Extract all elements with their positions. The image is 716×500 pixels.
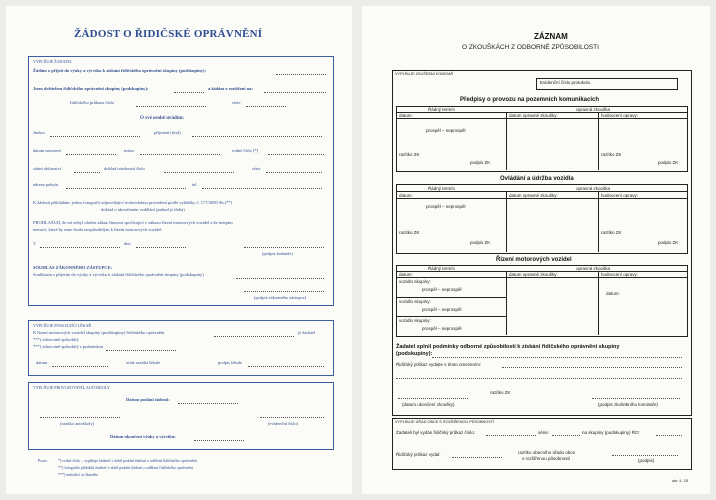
date-label: datum:: [399, 113, 413, 118]
regular-term-label: Řádný termín: [428, 107, 456, 112]
request-field[interactable]: [276, 74, 326, 75]
vehicle-group-label: vozidlo skupiny:: [399, 299, 431, 304]
issued-series-field[interactable]: [552, 435, 580, 436]
page-title: ŽÁDOST O ŘIDIČSKÉ OPRÁVNĚNÍ: [74, 28, 263, 40]
stamp-label: razítko ZK: [601, 152, 622, 157]
vehicle-group-label: vozidlo skupiny:: [399, 279, 431, 284]
retake-eval-label: hodnocení opravy:: [601, 272, 639, 277]
application-page: [6, 6, 352, 494]
issued-licence-label: Žadateli byl vydán řidičský průkaz číslo:: [396, 430, 476, 435]
signature-label: podpis ZK: [658, 160, 679, 165]
doctor-date-field[interactable]: [52, 366, 108, 367]
tel-label: tel.: [192, 182, 198, 187]
school-stamp-field[interactable]: [40, 417, 120, 418]
declaration-line-2: nemocí, která by mne činila nezpůsobilým k řízení motorových vozidel.: [33, 227, 163, 232]
holder-line-extend: a žádám o rozšíření na:: [208, 86, 253, 91]
doctor-stamp-label: otisk razítka lékaře: [126, 360, 161, 365]
series-field[interactable]: [246, 106, 286, 107]
office-stamp-label: razítko obecního úřadu obce: [518, 450, 576, 455]
birthdate-field[interactable]: [66, 154, 116, 155]
place-label: V: [33, 241, 37, 246]
stamp-label: razítko ZK: [601, 230, 622, 235]
licence-field[interactable]: [136, 106, 206, 107]
applicant-signature-label: (podpis žadatele): [262, 251, 293, 256]
signature-label: podpis ZK: [658, 240, 679, 245]
tel-field[interactable]: [202, 188, 322, 189]
name-field[interactable]: [50, 136, 140, 137]
surname-field[interactable]: [192, 136, 322, 137]
issued-group-field[interactable]: [656, 435, 682, 436]
birthdate-label: datum narození: [33, 148, 61, 153]
guardian-title: SOUHLAS ZÁKONNÉHO ZÁSTUPCE:: [33, 265, 113, 270]
id-series-field[interactable]: [266, 172, 322, 173]
school-section: [28, 382, 334, 450]
retake-eval-label: hodnocení opravy:: [601, 193, 639, 198]
result-option[interactable]: prospěl – neprospěl: [422, 326, 462, 331]
result-option[interactable]: prospěl – neprospěl: [422, 287, 462, 292]
date-label: datum:: [399, 193, 413, 198]
doctor-sign-label: podpis lékaře: [218, 360, 243, 365]
exam-end-date-field[interactable]: [398, 398, 468, 399]
regular-term-label: Řádný termín: [428, 186, 456, 191]
note-3: ***) nehodící se škrtněte: [58, 472, 99, 477]
licence-label: řidičského průkazu číslo: [70, 100, 114, 105]
form-number: okr. č. 15: [672, 478, 689, 483]
fit-with-condition-option: ***) zdravotně způsobilý s podmínkou: [33, 344, 104, 349]
personal-title: O své osobě uvádím:: [140, 116, 185, 121]
record-subtitle: O ZKOUŠKÁCH Z ODBORNÉ ZPŮSOBILOSTI: [462, 44, 599, 51]
result-option[interactable]: prospěl – neprospěl: [426, 204, 466, 209]
birthplace-field[interactable]: [140, 154, 220, 155]
retake-label: opravná zkouška: [576, 107, 611, 112]
office-signature-label: (podpis): [638, 458, 655, 463]
issued-licence-field[interactable]: [486, 435, 536, 436]
doctor-header: VYPLŇUJE POSUZUJÍCÍ LÉKAŘ: [33, 323, 92, 328]
retake-date-label: datum opravné zkoušky:: [509, 193, 558, 198]
fit-option: ***) zdravotně způsobilý: [33, 337, 79, 342]
vehicle-group-label: vozidlo skupiny:: [399, 318, 431, 323]
guardian-group-field[interactable]: [236, 278, 324, 279]
attachment-line-2: doklad o ukončeném vzdělání (pokud je třeba): [101, 207, 185, 212]
office-stamp-label-2: s rozšířenou působností: [522, 456, 571, 461]
office-signature-field[interactable]: [612, 455, 678, 456]
guardian-signature-label: (podpis zákonného zástupce): [254, 295, 307, 300]
final-statement-2: (podskupiny):: [396, 351, 433, 357]
school-stamp-label: (razítko autoškoly): [60, 421, 95, 426]
school-header: VYPLŇUJE PROVOZOVATEL AUTOŠKOLY: [33, 385, 110, 390]
place-field[interactable]: [40, 247, 120, 248]
regular-term-label: Řádný termín: [428, 266, 456, 271]
examiner-header: VYPLŇUJE ZKUŠEBNÍ KOMISAŘ: [395, 72, 454, 76]
reg-number-label: (evidenční číslo): [268, 421, 299, 426]
birthnum-label: rodné číslo (*): [232, 148, 259, 153]
office-header: VYPLŇUJE ÚŘAD OBCE S ROZŠÍŘENOU PŮSOBNOSTÍ: [395, 420, 495, 424]
retake-eval-label: hodnocení opravy:: [601, 113, 639, 118]
commissioner-stamp-label: razítko ZK: [490, 390, 511, 395]
section-traffic-rules-title: Předpisy o provozu na pozemních komunikacích: [460, 97, 600, 103]
guardian-text: Souhlasím s přijetím do výuky a výcviku k získání řidičského oprávnění skupiny (podskupiny): [33, 272, 204, 277]
condition-field[interactable]: [106, 350, 176, 351]
finished-date-field[interactable]: [194, 440, 244, 441]
retake-label: opravná zkouška: [576, 266, 611, 271]
id-series-label: série: [252, 166, 261, 171]
exam-record-page: [362, 6, 710, 494]
finished-date-label: Datum ukončení výuky a výcviku:: [110, 434, 176, 439]
signature-label: podpis ZK: [470, 160, 491, 165]
applicant-signature-field[interactable]: [244, 247, 324, 248]
address-label: adresa pobytu: [33, 182, 59, 187]
record-title: ZÁZNAM: [534, 32, 568, 41]
retake-date-label: datum opravné zkoušky:: [509, 113, 558, 118]
issued-by-field[interactable]: [452, 457, 502, 458]
doctor-line: K řízení motorových vozidel skupiny (podskupiny) řidičského oprávnění: [33, 330, 165, 335]
holder-field[interactable]: [174, 92, 204, 93]
citizenship-label: státní občanství: [33, 166, 62, 171]
surname-label: příjmení (titul): [154, 130, 181, 135]
received-date-label: Datum podání žádosti:: [126, 397, 170, 402]
request-line: Žádám o přijetí do výuky a výcviku k získání řidičského oprávnění skupiny (podskupiny):: [33, 68, 207, 73]
date-label: datum:: [606, 291, 620, 296]
signature-label: podpis ZK: [470, 240, 491, 245]
retake-label: opravná zkouška: [576, 186, 611, 191]
date-label: datum:: [399, 272, 413, 277]
stamp-label: razítko ZK: [399, 230, 420, 235]
commissioner-signature-field[interactable]: [592, 398, 680, 399]
stamp-label: razítko ZK: [399, 152, 420, 157]
citizenship-field[interactable]: [74, 172, 100, 173]
result-option[interactable]: prospěl – neprospěl: [422, 307, 462, 312]
restriction-field-2[interactable]: [396, 378, 682, 379]
date-field[interactable]: [136, 247, 186, 248]
exam-end-date-label: (datum ukončení zkoušky): [402, 402, 455, 407]
commissioner-signature-label: (podpis zkušebního komisaře): [598, 402, 659, 407]
doctor-date-label: datum: [36, 360, 48, 365]
issued-by-label: Řidičský průkaz vydal:: [396, 452, 441, 457]
doctor-group-field[interactable]: [214, 336, 294, 337]
address-field[interactable]: [66, 188, 186, 189]
id-field[interactable]: [164, 172, 234, 173]
final-statement: Žadatel splnil podmínky odborné způsobilosti k získání řidičského oprávnění skupiny: [396, 344, 620, 350]
series-label: série: [232, 100, 241, 105]
attachment-line: K žádosti přikládám: jednu fotografii odpovídající technickému provedení podle vyhlášky č. 177/2000 Sb.(**): [33, 200, 233, 205]
final-group-field[interactable]: [432, 357, 682, 358]
name-label: Jméno: [33, 130, 45, 135]
protocol-number-label: Evidenční číslo protokolu: [540, 80, 591, 85]
section-driving-title: Řízení motorových vozidel: [496, 257, 572, 263]
note-1: *) rodné číslo – vyplňuje žadatel v době podání žádosti o udělení řidičského oprávnění: [58, 458, 197, 463]
notes-label: Pozn.:: [38, 458, 49, 463]
reg-number-field[interactable]: [260, 417, 324, 418]
section-vehicle-control-title: Ovládání a údržba vozidla: [500, 176, 574, 182]
received-date-field[interactable]: [178, 403, 238, 404]
doctor-sign-field[interactable]: [248, 366, 324, 367]
applicant-header: VYPLŇUJE ŽADATEL: [33, 59, 73, 64]
id-label: doklad totožnosti číslo: [104, 166, 145, 171]
issued-series-label: série:: [538, 430, 550, 435]
extend-field[interactable]: [264, 92, 326, 93]
birthplace-label: místo: [124, 148, 135, 153]
date-label: dne: [124, 241, 131, 246]
guardian-signature-field[interactable]: [244, 291, 324, 292]
issued-group-label: na skupiny (podskupiny) ŘO:: [582, 430, 640, 435]
result-option[interactable]: prospěl – neprospěl: [426, 128, 466, 133]
note-2: **) fotografie přikládá žadatel v době podání žádosti o udělení řidičského oprávnění: [58, 465, 193, 470]
restriction-field[interactable]: [502, 367, 682, 368]
holder-line: Jsem držitelem řidičského oprávnění skupiny (podskupiny):: [33, 86, 149, 91]
birthnum-field[interactable]: [268, 154, 324, 155]
declaration-line: PROHLAŠUJI, že mi nebyl uložen zákaz činnosti spočívající v zákazu řízení motorových vozidel a že netrpím: [33, 220, 233, 225]
retake-date-label: datum opravné zkoušky:: [509, 272, 558, 277]
doctor-line-end: je žadatel: [298, 330, 316, 335]
restriction-label: Řidičský průkaz vydejte s tímto omezením:: [396, 362, 482, 367]
